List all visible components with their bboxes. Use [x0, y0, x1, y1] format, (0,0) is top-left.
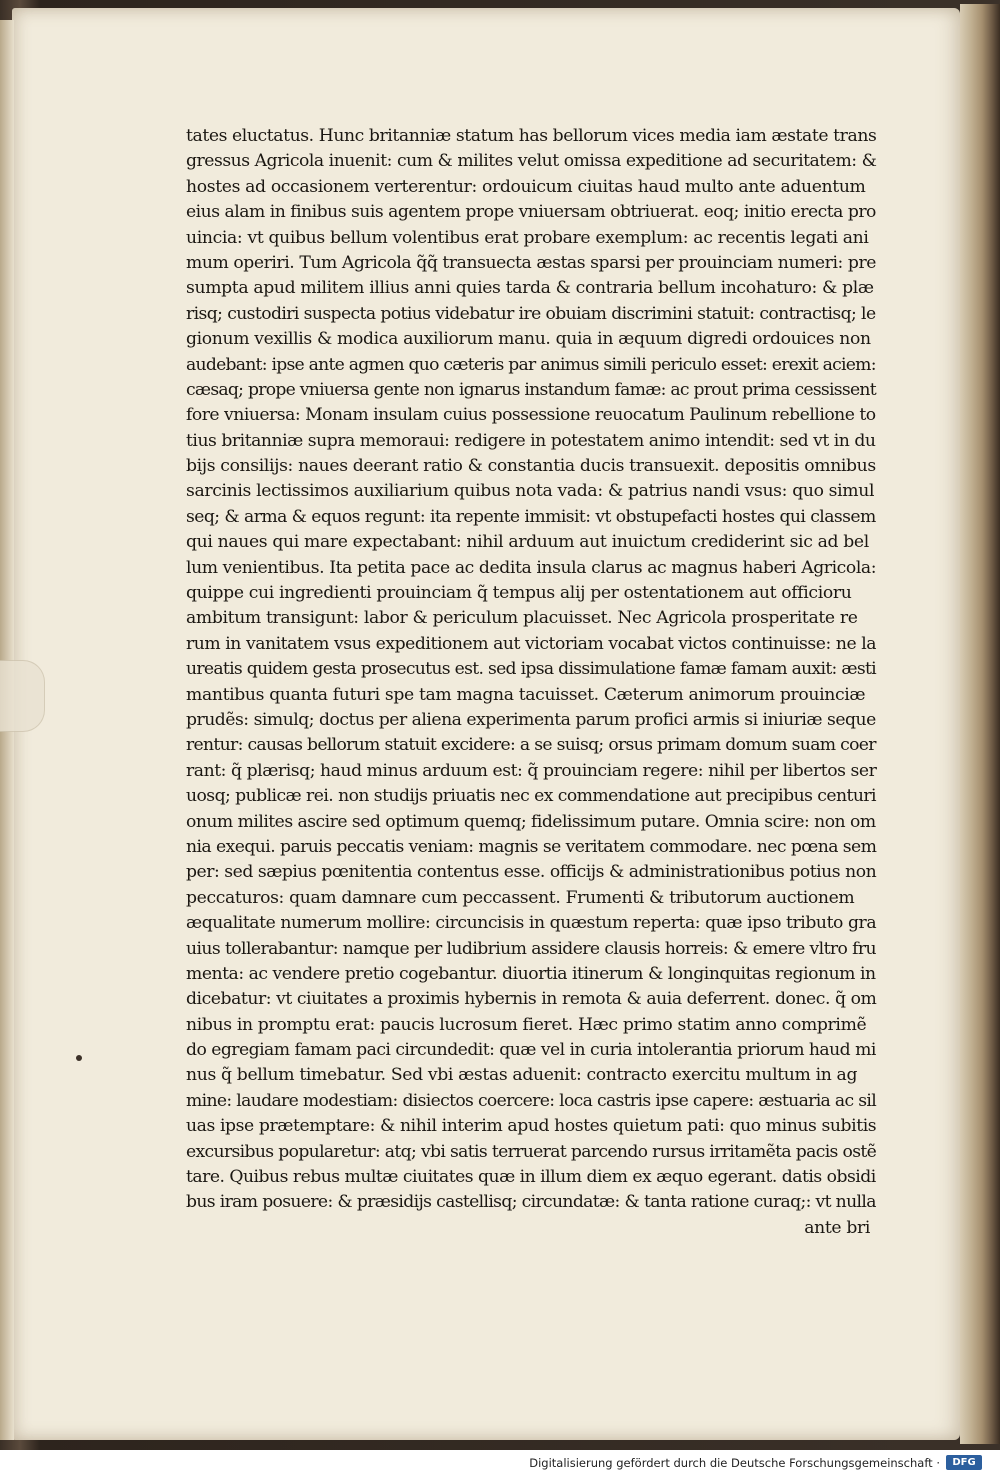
- footer-credit: Digitalisierung gefördert durch die Deutsche Forschungsgemeinschaft ·: [529, 1456, 940, 1470]
- text-line: nia exequi. paruis peccatis veniam: magnis se veritatem commodare. nec pœna sem: [186, 836, 877, 857]
- page-stack-edge: [960, 4, 1000, 1444]
- text-line: tates eluctatus. Hunc britanniæ statum has bellorum vices media iam æstate trans: [186, 126, 877, 146]
- text-line: uosq; publicæ rei. non studijs priuatis nec ex commendatione aut precipibus centuri: [186, 786, 876, 807]
- text-line: tare. Quibus rebus multæ ciuitates quæ in illum diem ex æquo egerant. datis obsidi: [186, 1167, 876, 1188]
- text-line: ureatis quidem gesta prosecutus est. sed ipsa dissimulatione famæ famam auxit: æsti: [186, 659, 876, 680]
- text-line: qui naues qui mare expectabant: nihil arduum aut inuictum crediderint sic ad bel: [186, 532, 869, 553]
- text-line: æqualitate numerum mollire: circuncisis in quæstum reperta: quæ ipso tributo gra: [186, 913, 877, 934]
- text-line: nibus in promptu erat: paucis lucrosum fieret. Hæc primo statim anno comprimẽ: [186, 1014, 867, 1035]
- text-line: bus iram posuere: & præsidijs castellisq; circundatæ: & tanta ratione curaq;: vt nulla: [186, 1192, 876, 1213]
- text-line: lum venientibus. Ita petita pace ac dedita insula clarus ac magnus haberi Agricola:: [186, 557, 877, 578]
- text-line: sumpta apud militem illius anni quies tarda & contraria bellum incohaturo: & plæ: [186, 278, 874, 299]
- text-line: audebant: ipse ante agmen quo cæteris par animus simili periculo esset: erexit aciem:: [186, 354, 876, 375]
- text-line: mum operiri. Tum Agricola q̃q̃ transuecta æstas sparsi per prouinciam numeri: pre: [186, 252, 876, 273]
- text-line: excursibus popularetur: atq; vbi satis terruerat parcendo rursus irritamẽta pacis ostẽ: [186, 1141, 877, 1162]
- text-line: quippe cui ingredienti prouinciam q̃ tempus alij per ostentationem aut officioru: [186, 583, 852, 604]
- text-line: rant: q̃ plærisq; haud minus arduum est: q̃ prouinciam regere: nihil per libertos ser: [186, 760, 877, 781]
- text-line: hostes ad occasionem verterentur: ordouicum ciuitas haud multo ante aduentum: [186, 176, 866, 197]
- text-line: menta: ac vendere pretio cogebantur. diuortia itinerum & longinquitas regionum in: [186, 963, 876, 984]
- text-line: prudẽs: simulq; doctus per aliena experimenta parum profici armis si iniuriæ seque: [186, 709, 876, 730]
- text-line: risq; custodiri suspecta potius videbatur ire obuiam discrimini statuit: contractisq; le: [186, 303, 876, 324]
- text-line: uas ipse prætemptare: & nihil interim apud hostes quietum pati: quo minus subitis: [186, 1116, 877, 1137]
- text-line: rum in vanitatem vsus expeditionem aut victoriam vocabat victos continuisse: ne la: [186, 633, 877, 654]
- dfg-logo: DFG: [946, 1455, 982, 1470]
- text-line: sarcinis lectissimos auxiliarium quibus nota vada: & patrius nandi vsus: quo simul: [186, 481, 875, 502]
- text-line: seq; & arma & equos regunt: ita repente immisit: vt obstupefacti hostes qui classem: [186, 506, 876, 527]
- text-line: gressus Agricola inuenit: cum & milites velut omissa expeditione ad securitatem: &: [186, 151, 877, 172]
- text-line: mantibus quanta futuri spe tam magna tacuisset. Cæterum animorum prouinciæ: [186, 684, 866, 705]
- text-line: gionum vexillis & modica auxiliorum manu. quia in æquum digredi ordouices non: [186, 329, 871, 350]
- text-line: bijs consilijs: naues deerant ratio & constantia ducis transuexit. depositis omnibus: [186, 456, 876, 477]
- text-line: uius tollerabantur: namque per ludibrium assidere clausis horreis: & emere vltro fru: [186, 938, 877, 959]
- page-clip: [0, 660, 45, 732]
- text-line: mine: laudare modestiam: disiectos coercere: loca castris ipse capere: æstuaria ac sil: [186, 1090, 877, 1111]
- text-line: nus q̃ bellum timebatur. Sed vbi æstas aduenit: contracto exercitu multum in ag: [186, 1065, 858, 1086]
- text-line: onum milites ascire sed optimum quemq; fidelissimum putare. Omnia scire: non om: [186, 811, 876, 832]
- text-line: uincia: vt quibus bellum volentibus erat probare exemplum: ac recentis legati ani: [186, 227, 869, 248]
- footer-bar: [0, 1450, 1000, 1477]
- text-line: per: sed sæpius pœnitentia contentus esse. officijs & administrationibus potius non: [186, 862, 877, 883]
- text-body: [186, 124, 876, 1241]
- text-line: eius alam in finibus suis agentem prope vniuersam obtriuerat. eoq; initio erecta pro: [186, 202, 876, 223]
- text-line: tius britanniæ supra memoraui: redigere in potestatem animo intendit: sed vt in du: [186, 430, 876, 451]
- text-line: fore vniuersa: Monam insulam cuius possessione reuocatum Paulinum rebellione to: [186, 405, 876, 426]
- text-line: rentur: causas bellorum statuit excidere: a se suisq; orsus primam domum suam coer: [186, 735, 876, 756]
- text-line: ambitum transigunt: labor & periculum placuisset. Nec Agricola prosperitate re: [186, 608, 858, 629]
- text-line: peccaturos: quam damnare cum peccassent. Frumenti & tributorum auctionem: [186, 887, 855, 908]
- text-line: dicebatur: vt ciuitates a proximis hybernis in remota & auia deferrent. donec. q̃ om: [186, 989, 877, 1010]
- catchword: ante bri: [804, 1217, 870, 1238]
- text-line: cæsaq; prope vniuersa gente non ignarus instandum famæ: ac prout prima cessissent: [186, 379, 876, 400]
- text-line: do egregiam famam paci circundedit: quæ vel in curia intolerantia priorum haud mi: [186, 1040, 876, 1061]
